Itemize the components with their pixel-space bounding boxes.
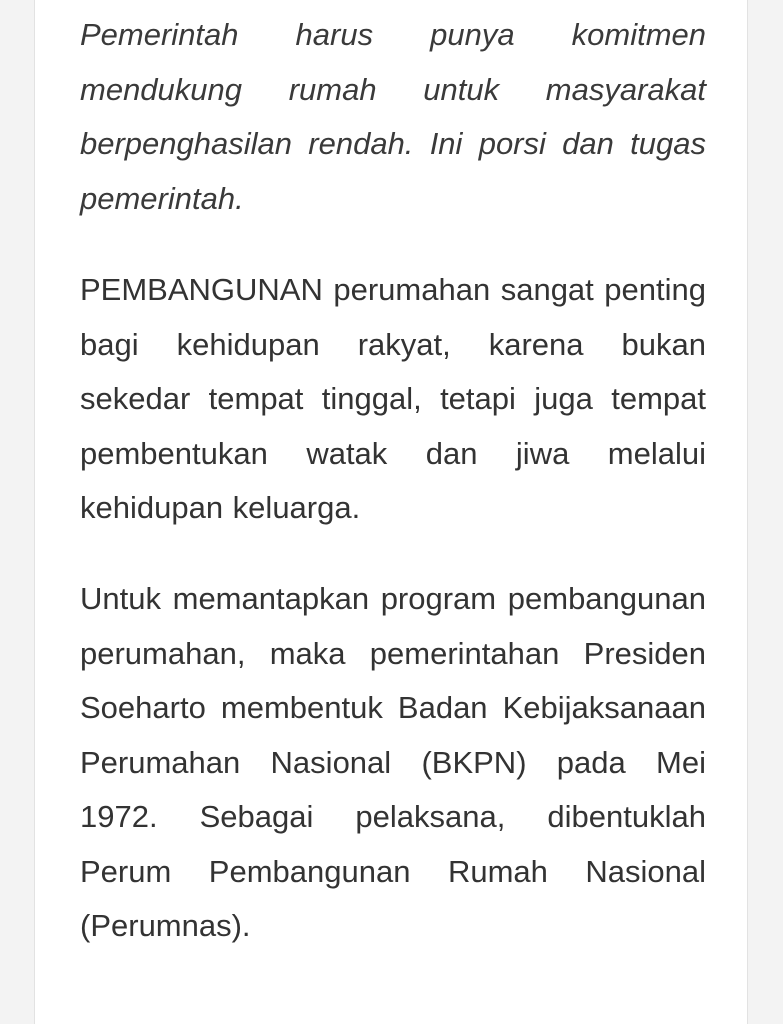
paragraph-2: PEMBANGUNAN perumahan sangat penting bagi kehidupan rakyat, karena bukan sekedar tempat tinggal, tetapi juga tempat pembentukan watak dan jiwa melalui kehidupan keluarga. bbox=[80, 272, 706, 525]
article-card bbox=[34, 0, 748, 1024]
article-body-paragraph-3 bbox=[80, 572, 706, 954]
paragraph-quote: Pemerintah harus punya komitmen mendukung rumah untuk masyarakat berpenghasilan rendah. Ini porsi dan tugas pemerintah. bbox=[80, 17, 706, 216]
paragraph-3: Untuk memantapkan program pembangunan perumahan, maka pemerintahan Presiden Soeharto membentuk Badan Kebijaksanaan Perumahan Nasional (BKPN) pada Mei 1972. Sebagai pelaksana, dibentuklah Perum Pembangunan Rumah Nasional (Perumnas). bbox=[80, 581, 706, 943]
article-body-paragraph-2 bbox=[80, 263, 706, 536]
article-body-quote bbox=[80, 8, 706, 226]
